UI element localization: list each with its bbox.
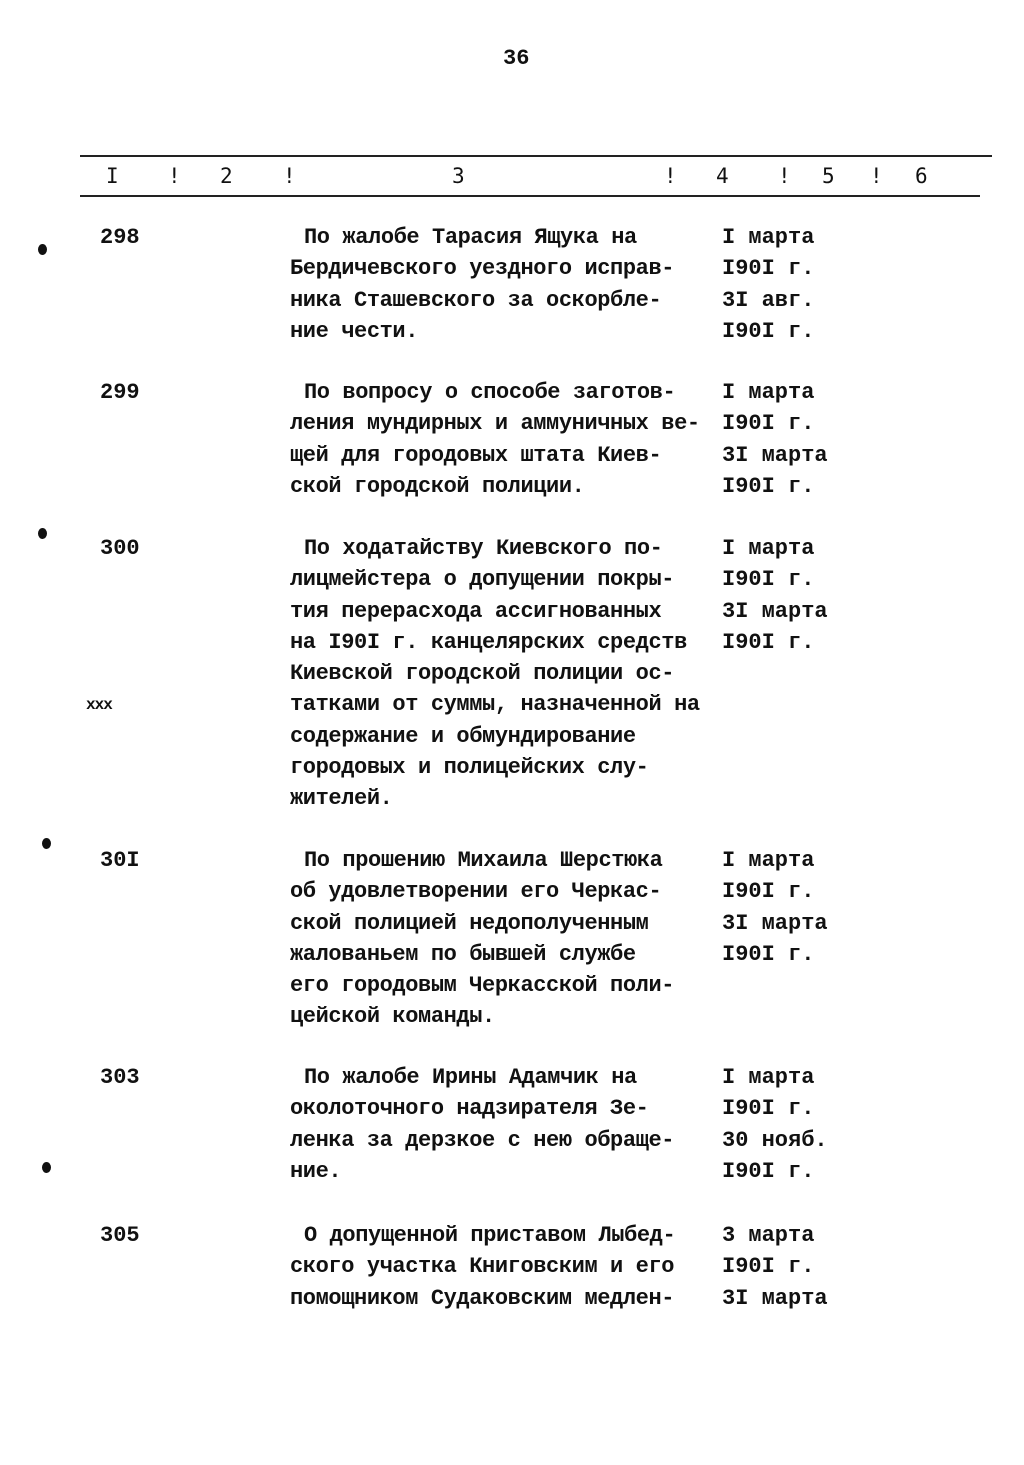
header-sep: ! <box>778 164 791 188</box>
date-line: 3I марта <box>722 442 828 468</box>
case-number <box>100 222 140 253</box>
description-line: ского участка Книговским и его <box>290 1254 675 1280</box>
case-number-text: 305 <box>100 1223 140 1248</box>
date-line: I марта <box>722 1065 815 1090</box>
case-number <box>100 1220 140 1251</box>
date-line: I марта <box>722 848 815 873</box>
margin-note: ххх <box>86 696 112 714</box>
date-line: I90I г. <box>722 1254 815 1280</box>
description-line: его городовым Черкасской поли- <box>290 973 675 999</box>
case-dates <box>722 533 828 658</box>
description-line: По прошению Михаила Шерстюка <box>304 848 663 873</box>
header-col-4: 4 <box>716 164 729 188</box>
punch-hole-mark <box>42 838 51 849</box>
header-sep: ! <box>168 164 181 188</box>
date-line: 3 марта <box>722 1223 815 1248</box>
description-line: По ходатайству Киевского по- <box>304 536 663 561</box>
case-description <box>290 845 710 1033</box>
case-number <box>100 377 140 408</box>
case-number-text: 30I <box>100 848 140 873</box>
description-line: цейской команды. <box>290 1004 495 1030</box>
date-line: 3I авг. <box>722 287 815 313</box>
description-line: По жалобе Тарасия Ящука на <box>304 225 637 250</box>
punch-hole-mark <box>42 1162 51 1173</box>
case-number-text: 300 <box>100 536 140 561</box>
header-sep: ! <box>664 164 677 188</box>
date-line: I90I г. <box>722 879 815 905</box>
description-line: тия перерасхода ассигнованных <box>290 598 662 624</box>
case-description <box>290 377 710 502</box>
description-line: помощником Судаковским медлен- <box>290 1285 675 1311</box>
description-line: ние чести. <box>290 318 419 344</box>
case-description <box>290 222 710 347</box>
case-number <box>100 533 140 564</box>
date-line: I90I г. <box>722 941 815 967</box>
date-line: I90I г. <box>722 629 815 655</box>
header-col-6: 6 <box>915 164 928 188</box>
header-col-2: 2 <box>220 164 233 188</box>
header-col-5: 5 <box>822 164 835 188</box>
description-line: ской городской полиции. <box>290 473 585 499</box>
date-line: I марта <box>722 380 815 405</box>
header-sep: ! <box>870 164 883 188</box>
date-line: I90I г. <box>722 411 815 437</box>
punch-hole-mark <box>38 244 47 255</box>
case-description <box>290 533 710 815</box>
date-line: I марта <box>722 536 815 561</box>
case-number-text: 303 <box>100 1065 140 1090</box>
description-line: ние. <box>290 1158 342 1184</box>
date-line: I90I г. <box>722 256 815 282</box>
case-description <box>290 1220 710 1314</box>
header-col-3: 3 <box>452 164 465 188</box>
date-line: 3I марта <box>722 910 828 936</box>
date-line: 30 нояб. <box>722 1127 828 1153</box>
case-dates <box>722 1062 828 1187</box>
description-line: содержание и обмундирование <box>290 723 636 749</box>
case-number-text: 299 <box>100 380 140 405</box>
description-line: татками от суммы, назначенной на <box>290 692 700 718</box>
description-line: По вопросу о способе заготов- <box>304 380 676 405</box>
case-dates <box>722 222 814 347</box>
case-dates <box>722 1220 828 1314</box>
case-number <box>100 845 140 876</box>
description-line: Бердичевского уездного исправ- <box>290 256 675 282</box>
case-description <box>290 1062 710 1187</box>
case-dates <box>722 845 828 970</box>
page-number: 36 <box>503 46 530 71</box>
description-line: По жалобе Ирины Адамчик на <box>304 1065 637 1090</box>
description-line: О допущенной приставом Лыбед- <box>304 1223 676 1248</box>
description-line: об удовлетворении его Черкас- <box>290 879 662 905</box>
date-line: I90I г. <box>722 1158 815 1184</box>
description-line: ской полицией недополученным <box>290 910 649 936</box>
header-top-rule <box>80 155 992 157</box>
date-line: I марта <box>722 225 815 250</box>
description-line: Киевской городской полиции ос- <box>290 661 675 687</box>
description-line: жалованьем по бывшей службе <box>290 941 636 967</box>
description-line: на I90I г. канцелярских средств <box>290 629 687 655</box>
date-line: I90I г. <box>722 473 815 499</box>
date-line: 3I марта <box>722 598 828 624</box>
date-line: I90I г. <box>722 567 815 593</box>
header-bottom-rule <box>80 195 980 197</box>
description-line: жителей. <box>290 786 393 812</box>
description-line: городовых и полицейских слу- <box>290 755 649 781</box>
case-number <box>100 1062 140 1093</box>
description-line: щей для городовых штата Киев- <box>290 442 662 468</box>
punch-hole-mark <box>38 528 47 539</box>
date-line: 3I марта <box>722 1285 828 1311</box>
date-line: I90I г. <box>722 1096 815 1122</box>
description-line: лицмейстера о допущении покры- <box>290 567 675 593</box>
description-line: ника Сташевского за оскорбле- <box>290 287 662 313</box>
case-number-text: 298 <box>100 225 140 250</box>
description-line: ления мундирных и аммуничных ве- <box>290 411 700 437</box>
header-sep: ! <box>283 164 296 188</box>
date-line: I90I г. <box>722 318 815 344</box>
case-dates <box>722 377 828 502</box>
description-line: ленка за дерзкое с нею обраще- <box>290 1127 675 1153</box>
description-line: околоточного надзирателя Зе- <box>290 1096 649 1122</box>
header-col-1: I <box>106 164 119 188</box>
